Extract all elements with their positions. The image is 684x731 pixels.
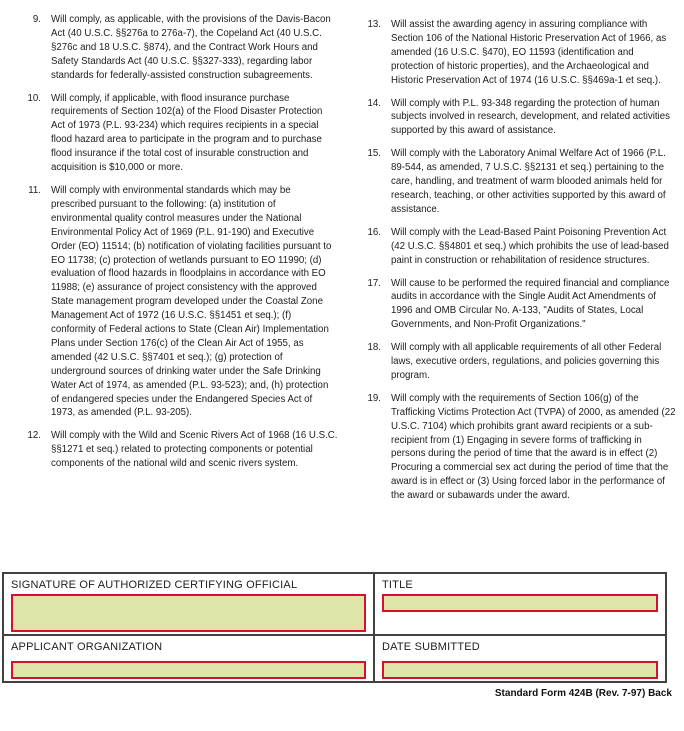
date-cell [375,636,665,681]
item-text: Will comply with environmental standards which may be prescribed pursuant to the following: (a) institution of environmental quality control measures under the National Environmental Policy Act of 1969 (P.L. 91-190) and Executive Order (EO) 11514; (b) notification of violating facilities pursuant to EO 11738; (c) protection of wetlands pursuant to EO 11990; (d) evaluation of flood hazards in floodplains in accordance with EO 11988; (e) assurance of project consistency with the approved State management program developed under the Coastal Zone Management Act of 1972 (16 U.S.C. §§1451 et seq.); (f) conformity of Federal actions to State (Clean Air) Implementation Plans under Section 176(c) of the Clean Air Act of 1955, as amended (42 U.S.C. §§7401 et seq.); (g) protection of underground sources of drinking water under the Safe Drinking Water Act of 1974, as amended (P.L. 93-523); and, (h) protection of endangered species under the Endangered Species Act of 1973, as amended (P.L. 93-205). [51,184,332,419]
title-label: TITLE [382,579,413,591]
item-text: Will comply with all applicable requirements of all other Federal laws, executive orders, regulations, and policies governing this program. [391,342,662,381]
date-label: DATE SUBMITTED [382,641,480,653]
date-input[interactable] [382,661,658,679]
assurances-right-column [361,13,678,512]
item-text: Will comply with the requirements of Section 106(g) of the Trafficking Victims Protection Act (TVPA) of 2000, as amended (22 U.S.C. 7104) which prohibits grant award recipients or a sub-recipient from (1) Engaging in severe forms of trafficking in persons during the period of time that the award is in effect (2) Procuring a commercial sex act during the period of time that the award is in effect or (3) Using forced labor in the performance of the award or subawards under the award. [391,392,676,502]
item-number: 15. [367,148,381,160]
assurance-item-9 [21,13,338,83]
assurance-item-16 [361,226,678,268]
signature-table [2,572,667,683]
item-text: Will comply with the Lead-Based Paint Poisoning Prevention Act (42 U.S.C. §§4801 et seq.) which prohibits the use of lead-based paint in construction or rehabilitation of residence structures. [391,226,669,266]
assurance-item-17 [361,277,678,333]
organization-cell [4,636,375,681]
item-text: Will cause to be performed the required financial and compliance audits in accordance with the Single Audit Act Amendments of 1996 and OMB Circular No. A-133, "Audits of States, Local Governments, and Non-Profit Organizations." [391,277,670,331]
signature-label: SIGNATURE OF AUTHORIZED CERTIFYING OFFICIAL [11,579,298,591]
assurance-item-12 [21,429,338,471]
assurance-item-18 [361,341,678,383]
item-text: Will comply with P.L. 93-348 regarding the protection of human subjects involved in research, development, and related activities supported by this award of assistance. [391,97,670,137]
signature-cell [4,574,375,636]
item-text: Will comply with the Laboratory Animal Welfare Act of 1966 (P.L. 89-544, as amended, 7 U.S.C. §§2131 et seq.) pertaining to the care, handling, and treatment of warm blooded animals held for research, teaching, or other activities supported by this award of assistance. [391,148,666,215]
signature-input[interactable] [11,594,366,632]
assurance-item-14 [361,97,678,139]
item-number: 11. [28,184,41,196]
item-number: 16. [367,226,381,238]
title-input[interactable] [382,594,658,612]
item-text: Will comply, as applicable, with the provisions of the Davis-Bacon Act (40 U.S.C. §§276a to 276a-7), the Copeland Act (40 U.S.C. §276c and 18 U.S.C. §874), and the Contract Work Hours and Safety Standards Act (40 U.S.C. §§327-333), regarding labor standards for federally-assisted construction subagreements. [51,14,331,81]
item-number: 14. [367,97,381,109]
item-number: 9. [32,14,41,25]
assurances-left-column [21,13,338,512]
item-text: Will comply, if applicable, with flood insurance purchase requirements of Section 102(a) of the Flood Disaster Protection Act of 1973 (P.L. 93-234) which requires recipients in a special flood hazard area to participate in the program and to purchase flood insurance if the total cost of insurable construction and acquisition is $10,000 or more. [51,92,323,174]
assurance-item-13 [361,18,678,88]
title-cell [375,574,665,636]
assurance-item-10 [21,92,338,175]
item-number: 18. [367,342,381,354]
assurance-item-19 [361,392,678,503]
form-number-footer: Standard Form 424B (Rev. 7-97) Back [494,688,672,699]
assurances-columns [21,13,678,512]
organization-label: APPLICANT ORGANIZATION [11,641,163,653]
item-number: 10. [27,92,41,104]
assurance-item-15 [361,147,678,217]
item-number: 17. [367,277,381,289]
organization-input[interactable] [11,661,366,679]
item-number: 12. [27,430,41,442]
item-text: Will assist the awarding agency in assuring compliance with Section 106 of the National Historic Preservation Act of 1966, as amended (16 U.S.C. §470), EO 11593 (identification and protection of historic properties), and the Archaeological and Historic Preservation Act of 1974 (16 U.S.C. §§469a-1 et seq.). [391,19,667,86]
item-number: 13. [367,19,381,30]
assurance-item-11 [21,184,338,420]
item-number: 19. [367,392,381,404]
item-text: Will comply with the Wild and Scenic Rivers Act of 1968 (16 U.S.C. §§1271 et seq.) related to protecting components or potential components of the national wild and scenic rivers system. [51,430,338,470]
